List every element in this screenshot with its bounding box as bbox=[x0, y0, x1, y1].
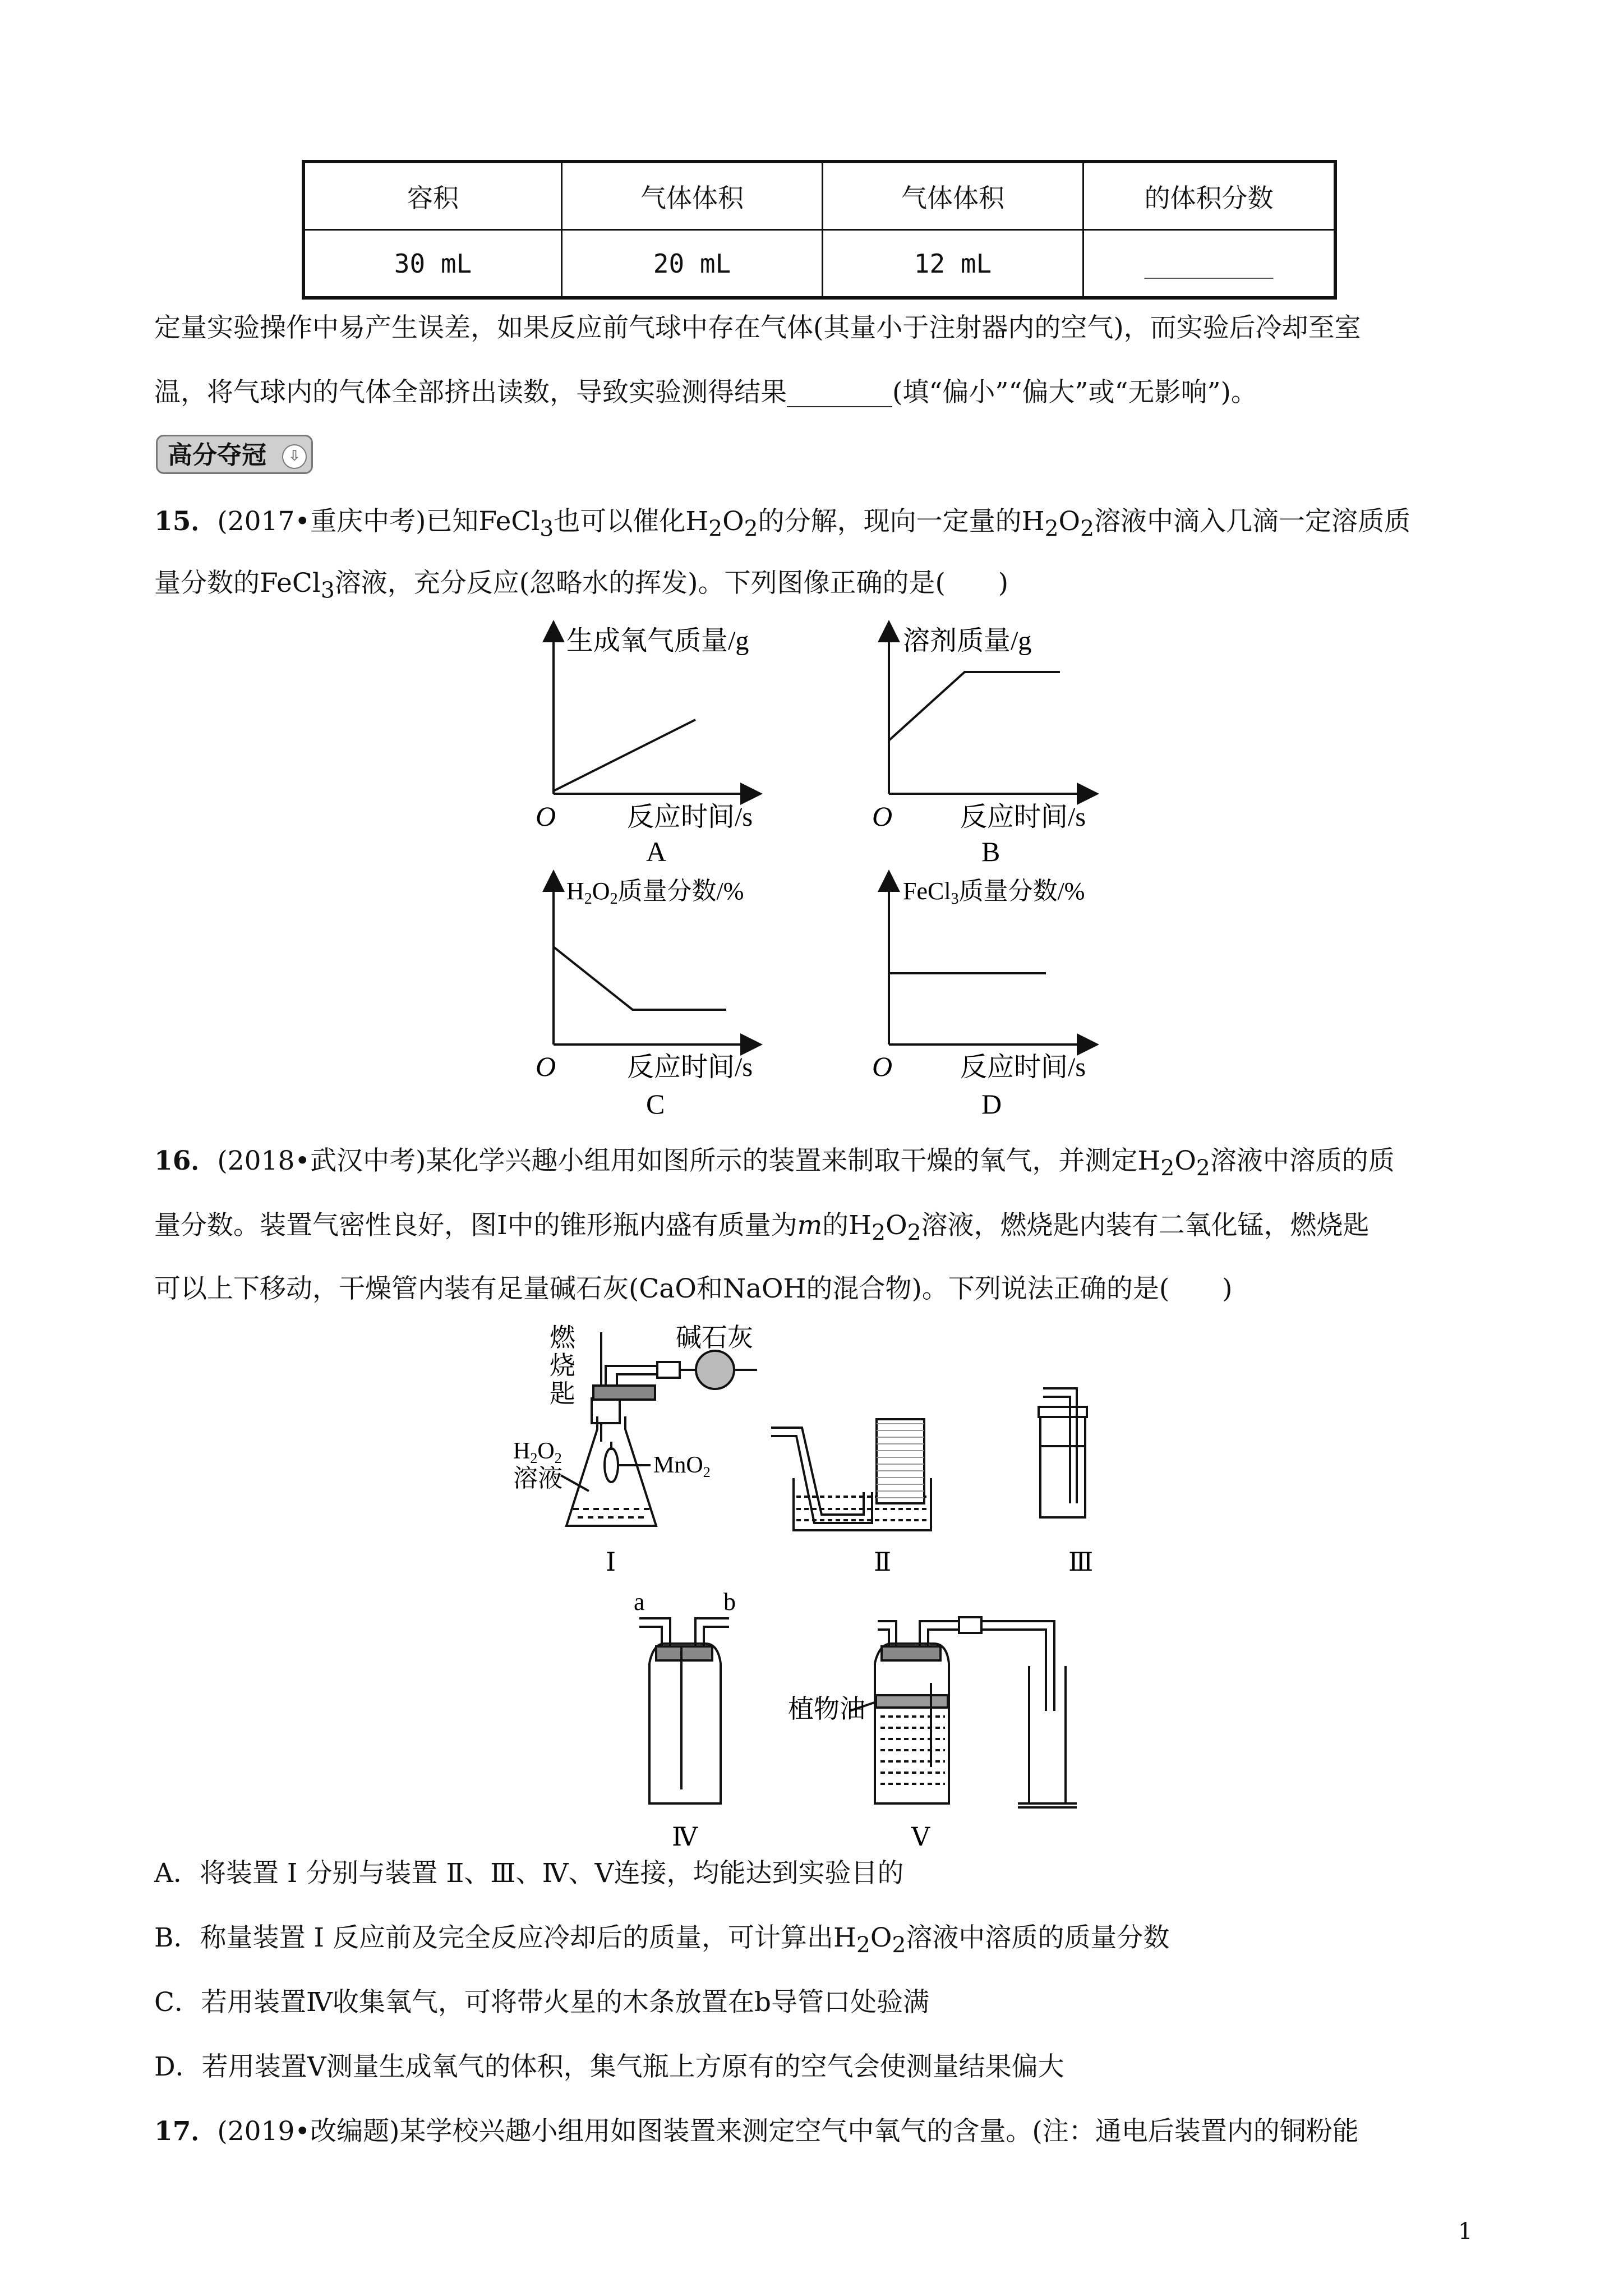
y-axis-label: H2O2质量分数/% bbox=[566, 877, 744, 908]
text: B．称量装置 Ⅰ 反应前及完全反应冷却后的质量，可计算出H bbox=[154, 1922, 856, 1953]
subscript: 2 bbox=[856, 1932, 870, 1958]
question-17-line-1 bbox=[154, 2115, 1359, 2148]
mno2-label: MnO2 bbox=[653, 1452, 711, 1480]
intro-line-2: 温，将气球内的气体全部挤出读数，导致实验测得结果________(填“偏小”“偏大”或“无影响”)。 bbox=[154, 377, 1257, 408]
subscript: 2 bbox=[872, 1220, 886, 1246]
text: 已知FeCl bbox=[426, 506, 540, 537]
origin-label: O bbox=[872, 800, 893, 832]
text: 溶液中溶质的质量分数 bbox=[906, 1922, 1170, 1953]
text: 溶液中滴入几滴一定溶质质 bbox=[1094, 506, 1410, 537]
table-cell: 12 mL bbox=[823, 230, 1083, 298]
text: 量分数的FeCl bbox=[154, 568, 321, 599]
subscript: 2 bbox=[708, 516, 723, 542]
option-c: C．若用装置Ⅳ收集氧气，可将带火星的木条放置在b导管口处验满 bbox=[154, 1987, 930, 2018]
soda-lime-label: 碱石灰 bbox=[676, 1323, 753, 1352]
table-cell: 气体体积 bbox=[562, 162, 823, 230]
oil-label: 植物油 bbox=[788, 1695, 865, 1723]
apparatus-iii bbox=[1039, 1388, 1087, 1517]
text: O bbox=[1174, 1145, 1196, 1176]
table-cell: 30 mL bbox=[303, 230, 562, 298]
origin-label: O bbox=[536, 1051, 556, 1082]
apparatus-label-i: Ⅰ bbox=[606, 1548, 616, 1576]
spoon-label: 燃烧匙 bbox=[550, 1323, 575, 1408]
subscript: 3 bbox=[540, 516, 554, 542]
apparatus-label-v: Ⅴ bbox=[911, 1823, 930, 1851]
text: 的H bbox=[822, 1210, 872, 1241]
text: O bbox=[1058, 506, 1081, 537]
text: O bbox=[870, 1922, 892, 1953]
solution-label: 溶液 bbox=[513, 1465, 562, 1492]
question-number: 17． bbox=[154, 2116, 218, 2147]
question-source: (2019•改编题) bbox=[217, 2116, 400, 2147]
intro-line-1: 定量实验操作中易产生误差，如果反应前气球中存在气体(其量小于注射器内的空气)，而实验后冷却至室 bbox=[154, 312, 1361, 343]
text: 的分解，现向一定量的H bbox=[758, 506, 1045, 537]
x-axis-label: 反应时间/s bbox=[960, 1052, 1086, 1082]
question-source: (2017•重庆中考) bbox=[217, 506, 426, 537]
text: O bbox=[886, 1210, 907, 1241]
question-16-line-3: 可以上下移动，干燥管内装有足量碱石灰(CaO和NaOH的混合物)。下列说法正确的是( ) bbox=[154, 1273, 1233, 1304]
text: 溶液中溶质的质 bbox=[1210, 1145, 1395, 1176]
option-a: A．将装置 Ⅰ 分别与装置 Ⅱ、Ⅲ、Ⅳ、Ⅴ连接，均能达到实验目的 bbox=[154, 1858, 904, 1889]
origin-label: O bbox=[872, 1051, 893, 1082]
section-badge-label: 高分夺冠 bbox=[168, 441, 266, 470]
subscript: 2 bbox=[1196, 1156, 1210, 1181]
question-number: 16． bbox=[154, 1145, 218, 1176]
subscript: 2 bbox=[1044, 516, 1059, 542]
h2o2-label: H2O2 bbox=[513, 1438, 562, 1466]
answer-blank: __________ bbox=[1083, 230, 1336, 298]
apparatus-label-iii: Ⅲ bbox=[1068, 1548, 1094, 1576]
subscript: 2 bbox=[744, 516, 758, 542]
table-cell: 气体体积 bbox=[823, 162, 1083, 230]
subscript: 2 bbox=[892, 1932, 906, 1958]
apparatus-ii bbox=[771, 1419, 931, 1530]
graph-label: A bbox=[646, 836, 667, 867]
graph-label: C bbox=[646, 1088, 665, 1120]
graph-label: D bbox=[981, 1088, 1002, 1120]
question-source: (2018•武汉中考) bbox=[217, 1145, 426, 1176]
text: 量分数。装置气密性良好，图Ⅰ中的锥形瓶内盛有质量为 bbox=[154, 1210, 797, 1241]
option-d: D．若用装置Ⅴ测量生成氧气的体积，集气瓶上方原有的空气会使测量结果偏大 bbox=[154, 2051, 1064, 2082]
subscript: 2 bbox=[1160, 1156, 1175, 1181]
text: 溶液，充分反应(忽略水的挥发)。下列图像正确的是( ) bbox=[334, 568, 1009, 599]
table-cell: 的体积分数 bbox=[1083, 162, 1336, 230]
text: 某学校兴趣小组用如图装置来测定空气中氧气的含量。(注：通电后装置内的铜粉能 bbox=[399, 2116, 1359, 2147]
subscript: 2 bbox=[907, 1220, 921, 1246]
x-axis-label: 反应时间/s bbox=[627, 802, 753, 832]
text: O bbox=[722, 506, 744, 537]
table-cell: 容积 bbox=[303, 162, 562, 230]
arrow-down-icon: ⇩ bbox=[282, 444, 307, 469]
tube-b-label: b bbox=[723, 1588, 736, 1616]
text: 溶液，燃烧匙内装有二氧化锰，燃烧匙 bbox=[921, 1210, 1370, 1241]
question-number: 15． bbox=[154, 506, 218, 537]
graph-label: B bbox=[981, 836, 1000, 867]
table-cell: 20 mL bbox=[562, 230, 823, 298]
text: 某化学兴趣小组用如图所示的装置来制取干燥的氧气，并测定H bbox=[426, 1145, 1161, 1176]
tube-a-label: a bbox=[634, 1588, 645, 1616]
subscript: 2 bbox=[1080, 516, 1094, 542]
apparatus-i bbox=[561, 1332, 757, 1526]
x-axis-label: 反应时间/s bbox=[627, 1052, 753, 1082]
text: m bbox=[797, 1210, 823, 1241]
text: 也可以催化H bbox=[554, 506, 709, 537]
apparatus-label-iv: Ⅳ bbox=[672, 1823, 698, 1851]
y-axis-label: 溶剂质量/g bbox=[903, 626, 1032, 656]
x-axis-label: 反应时间/s bbox=[960, 802, 1086, 832]
option-b bbox=[154, 1921, 1169, 1962]
page-number: 1 bbox=[1458, 2219, 1473, 2244]
apparatus-v bbox=[850, 1617, 1077, 1807]
origin-label: O bbox=[536, 800, 556, 832]
apparatus-label-ii: Ⅱ bbox=[874, 1548, 892, 1576]
subscript: 3 bbox=[320, 578, 335, 604]
apparatus-iv bbox=[639, 1618, 729, 1803]
y-axis-label: 生成氧气质量/g bbox=[566, 626, 749, 656]
y-axis-label: FeCl3质量分数/% bbox=[903, 877, 1085, 908]
